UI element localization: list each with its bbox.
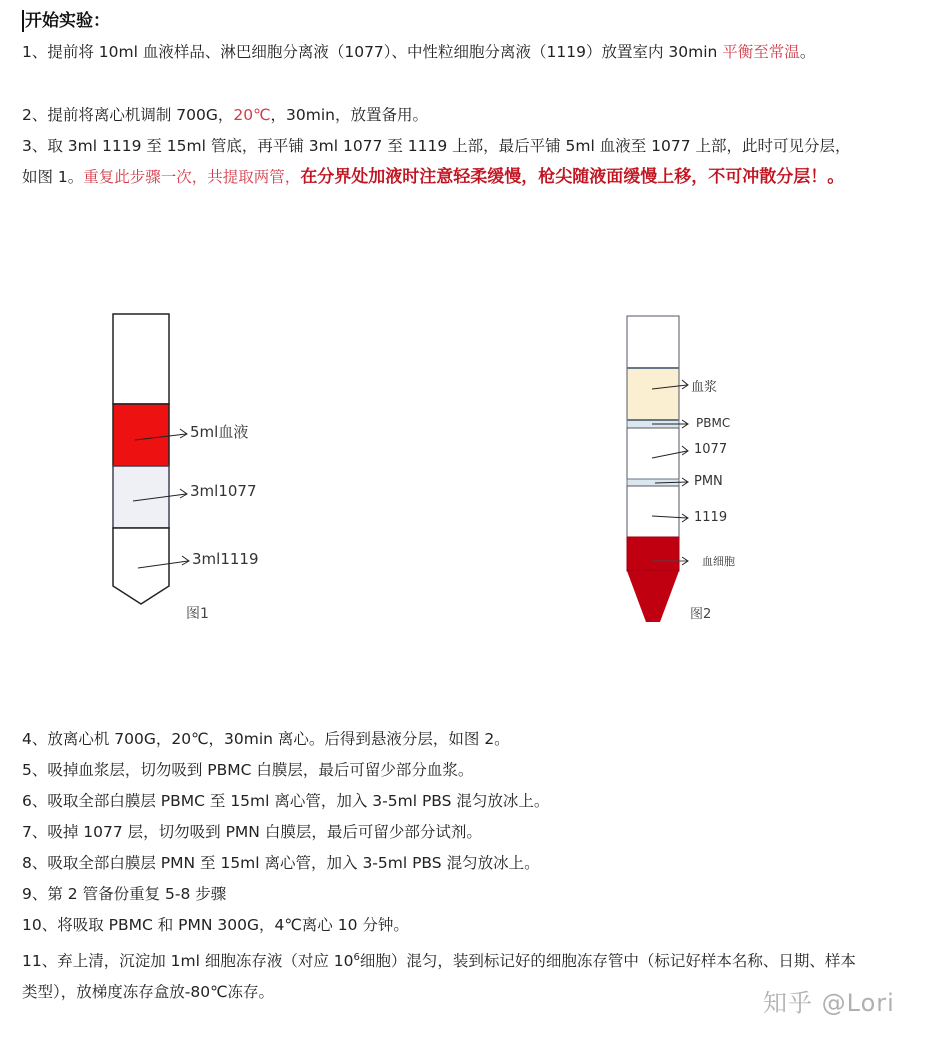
step-1-end: 。 — [799, 43, 816, 61]
layer-label-1077: 3ml1077 — [190, 482, 257, 500]
layer-label-1119: 3ml1119 — [192, 550, 259, 568]
step-7: 7、吸掉 1077 层，切勿吸到 PMN 白膜层，最后可留少部分试剂。 — [22, 823, 482, 841]
step-2-highlight: 20℃ — [233, 106, 271, 124]
step-1-text: 1、提前将 10ml 血液样品、淋巴细胞分离液（1077）、中性粒细胞分离液（1119）放置室内 30min — [22, 43, 723, 61]
layer-label-plasma: 血浆 — [691, 380, 718, 395]
watermark: 知乎 @Lori — [763, 989, 895, 1017]
step-2-text: 2、提前将离心机调制 700G， — [22, 106, 234, 124]
step-11-text-rest: 细胞）混匀，装到标记好的细胞冻存管中（标记好样本名称、日期、样本类型），放梯度冻存盒放-80℃冻存。 — [22, 952, 856, 1002]
step-2 — [22, 100, 872, 131]
step-2-end: ，30min，放置备用。 — [270, 106, 428, 124]
step-1-highlight: 平衡至常温 — [722, 43, 800, 61]
layer-label-blood-cells: 血细胞 — [702, 555, 735, 568]
layer-label-1119: 1119 — [694, 510, 728, 525]
step-9: 9、第 2 管备份重复 5-8 步骤 — [22, 885, 227, 903]
tube-diagram-2 — [620, 310, 780, 625]
figure-2 — [620, 310, 780, 630]
figure-2-caption: 图2 — [690, 607, 712, 622]
step-5: 5、吸掉血浆层，切勿吸到 PBMC 白膜层，最后可留少部分血浆。 — [22, 761, 474, 779]
step-4: 4、放离心机 700G，20℃，30min 离心。后得到悬液分层，如图 2。 — [22, 730, 510, 748]
step-1 — [22, 37, 872, 68]
figure-1-caption: 图1 — [186, 606, 209, 622]
step-3 — [22, 131, 862, 193]
step-11-exponent: 6 — [353, 952, 360, 963]
step-11-text: 11、弃上清，沉淀加 1ml 细胞冻存液（对应 10 — [22, 952, 354, 971]
step-8: 8、吸取全部白膜层 PMN 至 15ml 离心管，加入 3-5ml PBS 混匀放冰上。 — [22, 854, 540, 872]
figure-1 — [100, 310, 300, 630]
step-6: 6、吸取全部白膜层 PBMC 至 15ml 离心管，加入 3-5ml PBS 混匀放冰上。 — [22, 792, 550, 810]
layer-label-pbmc: PBMC — [696, 416, 731, 430]
step-11 — [22, 942, 862, 1008]
step-10: 10、将吸取 PBMC 和 PMN 300G，4℃离心 10 分钟。 — [22, 916, 409, 934]
step-3-highlight: 重复此步骤一次，共提取两管， — [83, 168, 301, 186]
section-title: 开始实验： — [22, 10, 110, 32]
layer-label-pmn: PMN — [694, 474, 723, 489]
layer-label-blood: 5ml血液 — [190, 423, 249, 441]
step-3-text: 3、取 3ml 1119 至 15ml 管底，再平铺 3ml 1077 至 1119 上部，最后平铺 5ml 血液至 1077 上部，此时可见分层，如图 1。 — [22, 137, 851, 186]
layer-label-1077: 1077 — [694, 442, 728, 457]
step-3-warning: 在分界处加液时注意轻柔缓慢，枪尖随液面缓慢上移，不可冲散分层！。 — [300, 167, 845, 187]
